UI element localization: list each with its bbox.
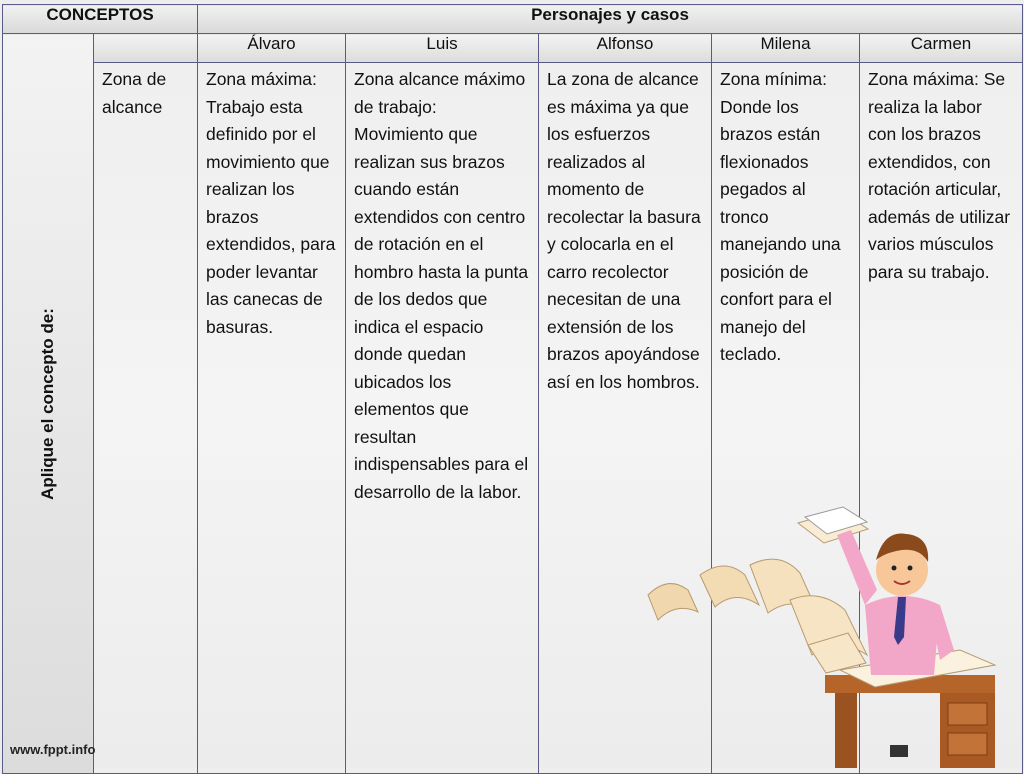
header-personajes: Personajes y casos [198,5,1023,34]
side-label-cell [3,34,94,774]
flying-papers-icon [648,507,868,673]
office-worker-papers-illustration [640,505,1010,768]
column-header: Alfonso [539,34,712,63]
header-conceptos: CONCEPTOS [3,5,198,34]
header-row [3,5,1023,34]
column-header: Carmen [860,34,1023,63]
side-label: Aplique el concepto de: [38,307,57,500]
column-header: Milena [712,34,860,63]
case-cell: Zona máxima: Se realiza la labor con los brazos extendidos, con rotación articular, además de utilizar varios músculos para su trabajo. [860,63,1023,774]
empty-header-cell [94,34,198,63]
concept-cell: Zona de alcance [94,63,198,774]
column-header: Luis [346,34,539,63]
case-cell: La zona de alcance es máxima ya que los esfuerzos realizados al momento de recolectar la basura y colocarla en el carro recolector necesitan de una extensión de los brazos apoyándose así en los hombros. [539,63,712,774]
column-header-row [3,34,1023,63]
case-cell: Zona mínima: Donde los brazos están flexionados pegados al tronco manejando una posición de confort para el manejo del teclado. [712,63,860,774]
case-cell: Zona máxima: Trabajo esta definido por el movimiento que realizan los brazos extendidos, para poder levantar las canecas de basuras. [198,63,346,774]
case-cell: Zona alcance máximo de trabajo: Movimiento que realizan sus brazos cuando están extendidos con centro de rotación en el hombro hasta la punta de los dedos que indica el espacio donde quedan ubicados los elementos que resultan indispensables para el desarrollo de la labor. [346,63,539,774]
footer-url: www.fppt.info [10,742,96,757]
column-header: Álvaro [198,34,346,63]
